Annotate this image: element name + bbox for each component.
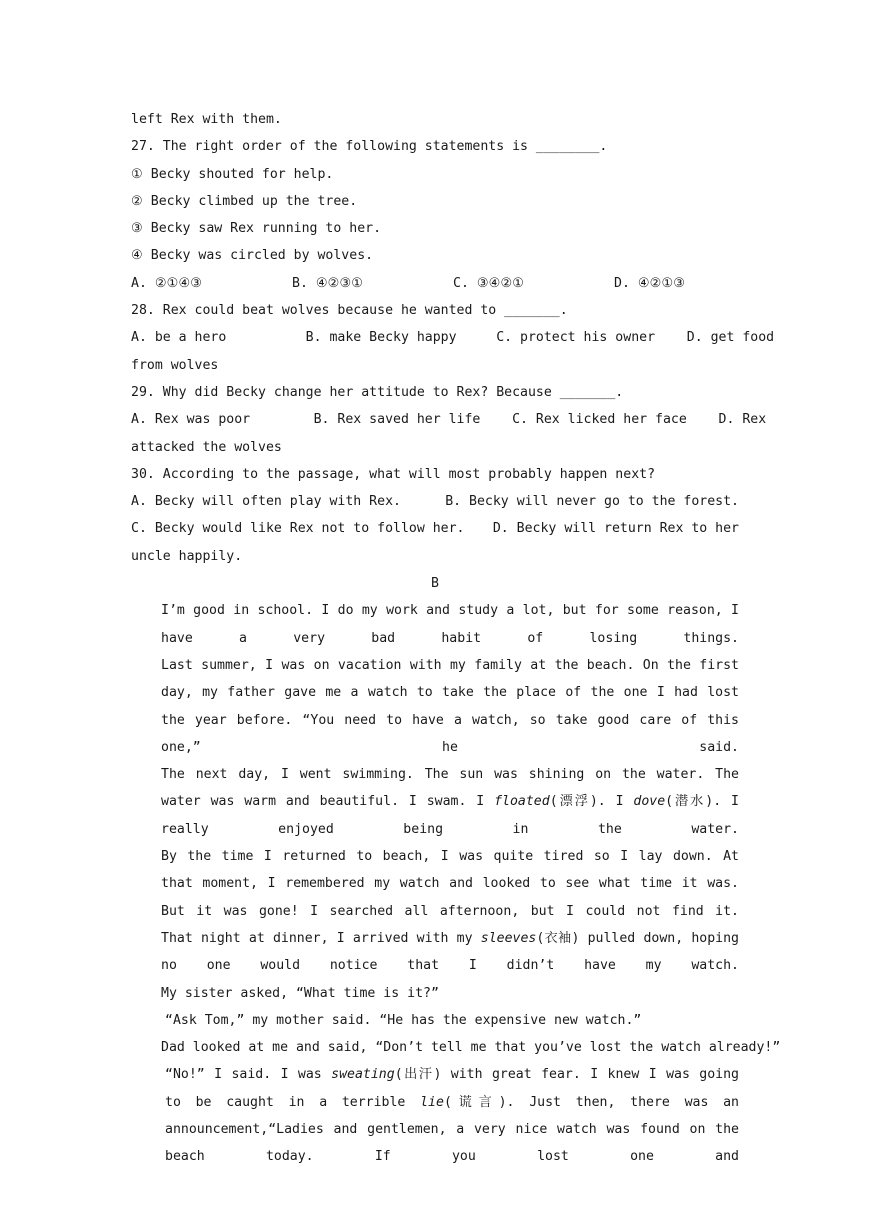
option-d: D. Becky will return Rex to her — [492, 521, 739, 537]
document-page — [131, 106, 781, 1171]
word-dove: dove — [633, 794, 666, 810]
word-floated: floated — [494, 794, 550, 810]
passage-paragraph-4: By the time I returned to beach, I was quite tired so I lay down. At that moment, I remembered my watch and looked to see what time it was. But it was gone! I searched all afternoon, but I could not find it. — [161, 849, 739, 919]
passage-paragraph-1: I’m good in school. I do my work and study a lot, but for some reason, I have a very bad habit of losing things. — [161, 603, 739, 646]
passage-paragraph-6: My sister asked, “What time is it?” — [161, 985, 439, 1001]
word-lie: lie — [420, 1094, 444, 1110]
question-30-options-ab — [131, 488, 739, 515]
question-29-options-cont: attacked the wolves — [131, 439, 282, 455]
question-28-options: A. be a hero B. make Becky happy C. protect his owner D. get food — [131, 330, 775, 346]
question-28-stem: 28. Rex could beat wolves because he wanted to _______. — [131, 303, 568, 319]
passage-paragraph-8: Dad looked at me and said, “Don’t tell me that you’ve lost the watch already!” — [161, 1040, 781, 1056]
passage-paragraph-3: The next day, I went swimming. The sun was shining on the water. The water was warm and beautiful. I swam. I floated(漂浮). I dove(潜水). I really enjoyed being in the water. — [161, 767, 740, 837]
option-c: C. Becky would like Rex not to follow her. — [131, 521, 465, 537]
option-a: A. ②①④③ — [131, 275, 203, 291]
question-27-options — [131, 270, 739, 297]
passage-paragraph-2: Last summer, I was on vacation with my family at the beach. On the first day, my father gave me a watch to take the place of the one I had lost the year before. “You need to have a watch, so take good care of this one,” he said. — [161, 657, 739, 755]
passage-paragraph-7: “Ask Tom,” my mother said. “He has the expensive new watch.” — [165, 1012, 642, 1028]
word-sleeves: sleeves — [480, 930, 537, 946]
section-heading-b: B — [431, 576, 439, 592]
continued-line: left Rex with them. — [131, 112, 282, 127]
word-sweating: sweating — [331, 1067, 395, 1083]
option-b: B. Becky will never go to the forest. — [445, 494, 739, 510]
option-b: B. ④②③① — [292, 275, 364, 291]
statement-2: ② Becky climbed up the tree. — [131, 193, 358, 209]
passage-paragraph-9: “No!” I said. I was sweating(出汗) with great fear. I knew I was going to be caught in a terrible lie(谎言). Just then, there was an announcement,“Ladies and gentlemen, a very nice watch was found on the beach today. If you lost one and — [165, 1067, 740, 1165]
statement-4: ④ Becky was circled by wolves. — [131, 248, 374, 264]
question-27-stem: 27. The right order of the following statements is ________. — [131, 139, 608, 155]
option-d: D. ④②①③ — [614, 275, 686, 291]
question-30-stem: 30. According to the passage, what will most probably happen next? — [131, 466, 656, 482]
question-29-options: A. Rex was poor B. Rex saved her life C. Rex licked her face D. Rex — [131, 412, 767, 428]
option-c: C. ③④②① — [453, 275, 525, 291]
statement-1: ① Becky shouted for help. — [131, 166, 334, 182]
question-29-stem: 29. Why did Becky change her attitude to Rex? Because _______. — [131, 384, 624, 400]
question-30-options-cd — [131, 515, 739, 542]
option-d-cont: uncle happily. — [131, 548, 243, 564]
question-28-options-cont: from wolves — [131, 357, 219, 373]
option-a: A. Becky will often play with Rex. — [131, 494, 401, 510]
statement-3: ③ Becky saw Rex running to her. — [131, 221, 382, 237]
passage-paragraph-5: That night at dinner, I arrived with my sleeves(衣袖) pulled down, hoping no one would notice that I didn’t have my watch. — [161, 930, 739, 974]
